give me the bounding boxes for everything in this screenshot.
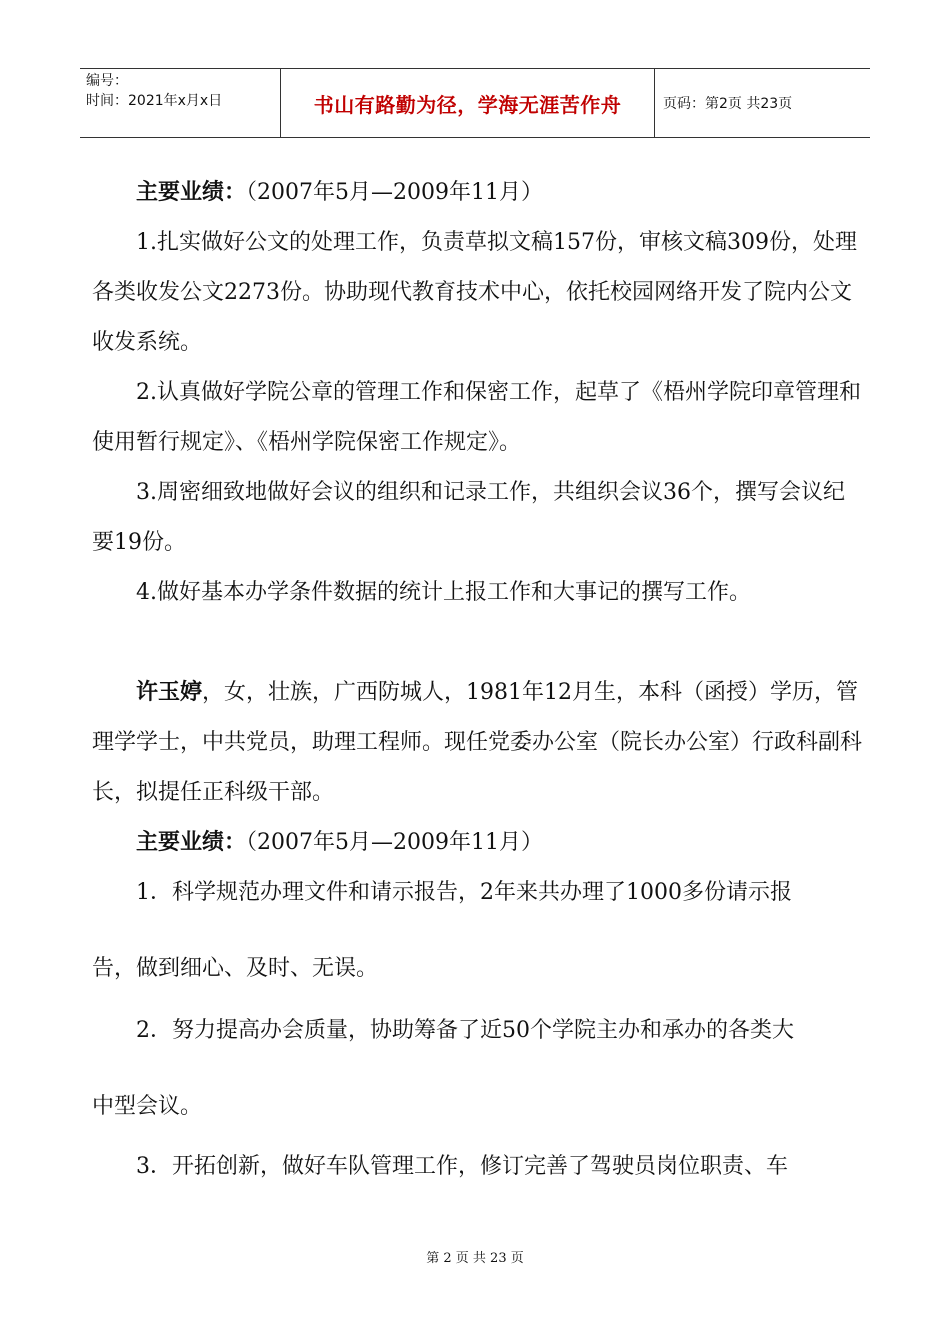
section1-item-1: 1.扎实做好公文的处理工作，负责草拟文稿157份，审核文稿309份，处理各类收发公文2273份。协助现代教育技术中心，依托校园网络开发了院内公文收发系统。 [92, 230, 857, 355]
motto: 书山有路勤为径，学海无涯苦作舟 [281, 69, 655, 137]
section2-item-3-line-1: 3．开拓创新，做好车队管理工作，修订完善了驾驶员岗位职责、车 [136, 1154, 788, 1179]
section2-item-2-line-1: 2．努力提高办会质量，协助筹备了近50个学院主办和承办的各类大 [136, 1018, 794, 1043]
section1-heading-period: （2007年5月—2009年11月） [246, 180, 543, 205]
section1-item-4: 4.做好基本办学条件数据的统计上报工作和大事记的撰写工作。 [136, 580, 751, 605]
section1-item-2: 2.认真做好学院公章的管理工作和保密工作，起草了《梧州学院印章管理和使用暂行规定》、《梧州学院保密工作规定》。 [92, 380, 861, 455]
section2-heading [92, 818, 862, 868]
serial-label: 编号： [86, 73, 128, 89]
section2-item-1-line-1: 1．科学规范办理文件和请示报告，2年来共办理了1000多份请示报 [136, 880, 792, 905]
header-meta [80, 69, 281, 137]
section2-item-2-line-2: 中型会议。 [92, 1094, 203, 1119]
time-label: 时间：2021年x月x日 [86, 93, 223, 109]
section1-heading-label: 主要业绩： [136, 180, 247, 205]
page-footer: 第 2 页 共 23 页 [426, 1251, 524, 1266]
section1-item-3: 3.周密细致地做好会议的组织和记录工作，共组织会议36个，撰写会议纪要19份。 [92, 480, 845, 555]
section2-item-1-line-2: 告，做到细心、及时、无误。 [92, 956, 379, 981]
person-name: 许玉婷 [136, 680, 203, 705]
page-info: 页码：第2页 共23页 [663, 96, 793, 112]
section2-heading-period: （2007年5月—2009年11月） [246, 830, 543, 855]
person-bio: ，女，壮族，广西防城人，1981年12月生，本科（函授）学历，管理学学士，中共党员，助理工程师。现任党委办公室（院长办公室）行政科副科长，拟提任正科级干部。 [92, 680, 863, 805]
page-header [80, 68, 870, 138]
section2-heading-label: 主要业绩： [136, 830, 247, 855]
section1-heading [92, 168, 862, 218]
person-bio-paragraph [92, 668, 862, 818]
